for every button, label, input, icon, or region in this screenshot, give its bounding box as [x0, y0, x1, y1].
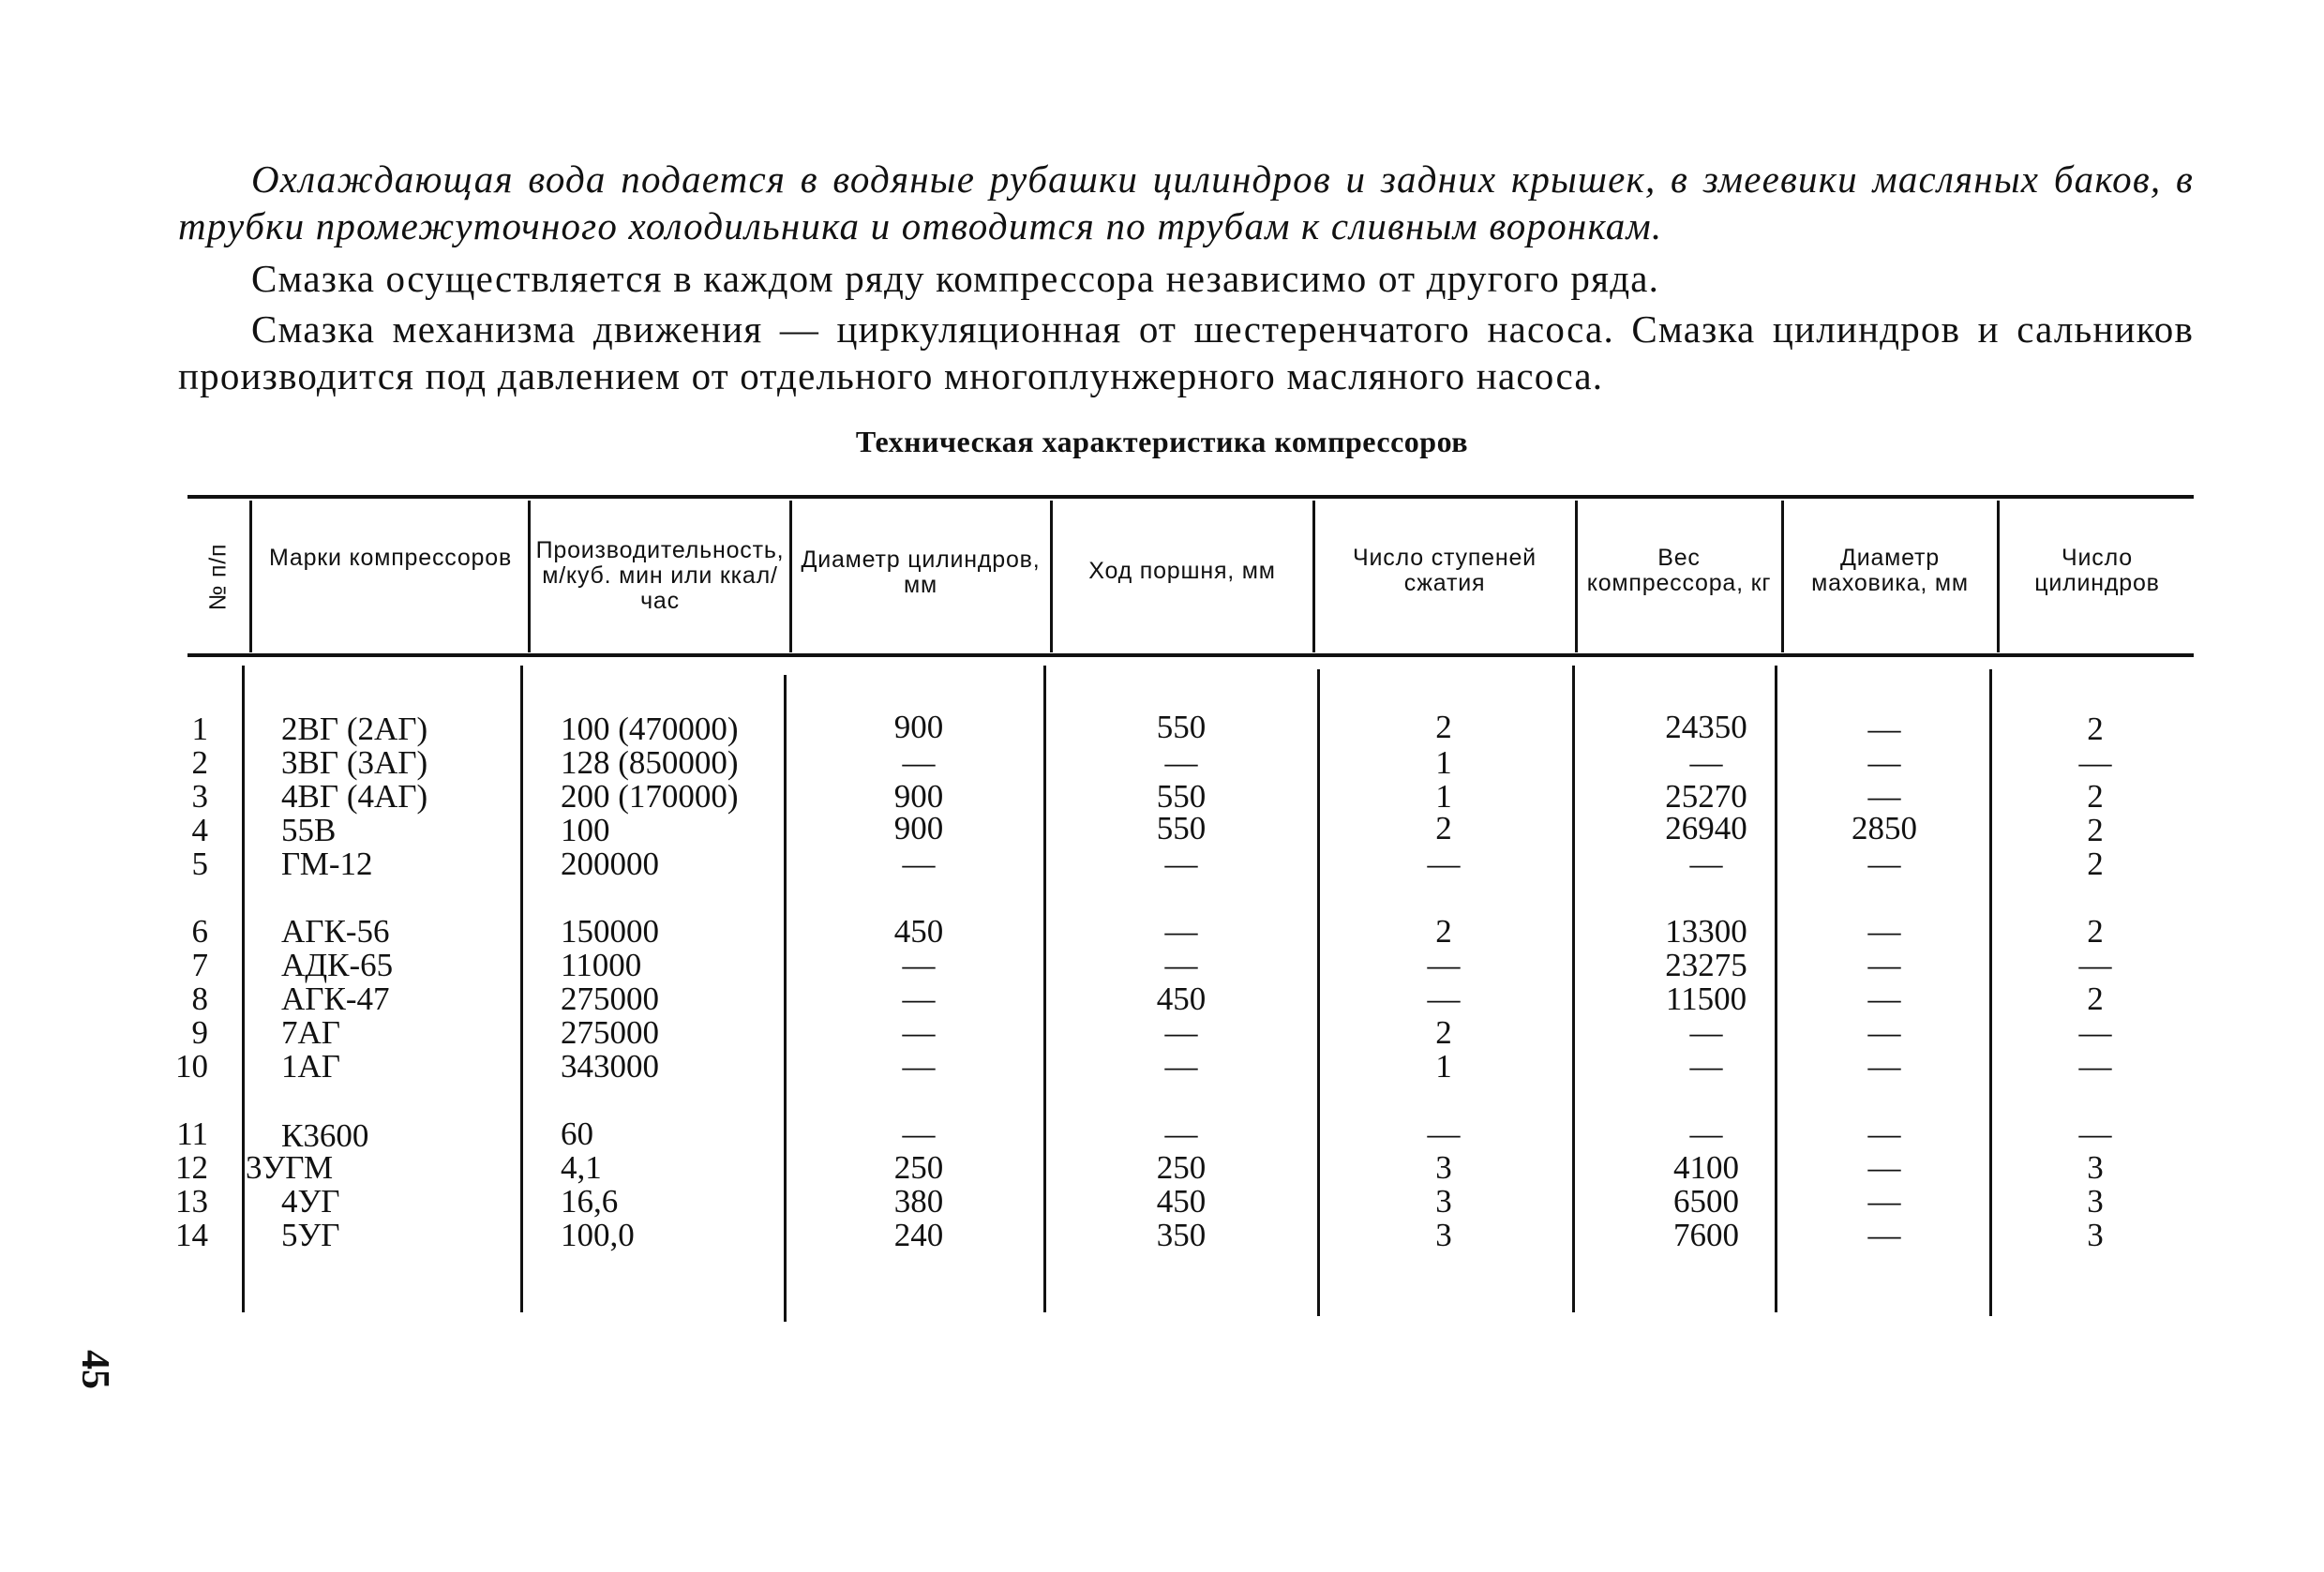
cell-stroke: 550 [1156, 778, 1207, 815]
cell-mark: 3ВГ (3АГ) [281, 744, 428, 781]
header-row-number: № п/п [204, 543, 232, 610]
cell-cylinders: — [2078, 744, 2112, 781]
cell-weight: 6500 [1673, 1183, 1739, 1220]
cell-cylinders: — [2078, 947, 2112, 983]
header-stroke: Ход поршня, мм [1088, 558, 1276, 584]
header-compression-stages: Число ступеней сжатия [1353, 545, 1537, 596]
cell-capacity: 200 (170000) [561, 778, 739, 815]
header-divider [1781, 501, 1784, 652]
cell-capacity: 343000 [561, 1048, 659, 1085]
page-number: 45 [73, 1350, 116, 1389]
header-cylinder-diameter: Диаметр цилиндров, мм [801, 546, 1041, 598]
cell-stages: 3 [1435, 1149, 1452, 1186]
cell-weight: 23275 [1665, 947, 1747, 983]
cell-stroke: — [1164, 846, 1198, 882]
body-divider [784, 675, 787, 1322]
cell-number: 7 [191, 947, 208, 983]
cell-stages: 2 [1435, 709, 1452, 745]
cell-flywheel: — [1867, 1048, 1901, 1085]
cell-flywheel: — [1867, 1014, 1901, 1051]
cell-stages: 2 [1435, 1014, 1452, 1051]
cell-cylinder-diameter: — [902, 744, 936, 781]
cell-number: 1 [191, 711, 208, 747]
cell-number: 12 [175, 1149, 208, 1186]
cell-weight: — [1689, 846, 1723, 882]
cell-weight: — [1689, 744, 1723, 781]
cell-flywheel: — [1867, 1217, 1901, 1253]
cell-number: 14 [175, 1217, 208, 1253]
cell-cylinders: 2 [2087, 778, 2104, 815]
cell-flywheel: — [1867, 744, 1901, 781]
cell-cylinders: — [2078, 1014, 2112, 1051]
cell-number: 10 [175, 1048, 208, 1085]
cell-cylinder-diameter: — [902, 947, 936, 983]
cell-cylinder-diameter: 450 [893, 913, 944, 950]
header-divider [789, 501, 792, 652]
cell-stroke: — [1164, 947, 1198, 983]
cell-flywheel: — [1867, 947, 1901, 983]
paragraph-lubrication-rows-text: Смазка осуществляется в каждом ряду компрессора независимо от другого ряда. [251, 257, 1660, 300]
cell-cylinders: 3 [2087, 1183, 2104, 1220]
cell-stages: 2 [1435, 810, 1452, 846]
cell-stages: — [1427, 947, 1461, 983]
cell-stages: — [1427, 981, 1461, 1017]
cell-mark: АГК-47 [281, 981, 390, 1017]
cell-stroke: 450 [1156, 981, 1207, 1017]
cell-stages: 1 [1435, 1048, 1452, 1085]
cell-capacity: 200000 [561, 846, 659, 882]
cell-cylinders: 3 [2087, 1149, 2104, 1186]
body-divider [1989, 669, 1992, 1316]
cell-weight: — [1689, 1048, 1723, 1085]
cell-mark: 7АГ [281, 1014, 341, 1051]
cell-weight: 4100 [1673, 1149, 1739, 1186]
cell-stages: 2 [1435, 913, 1452, 950]
cell-weight: 13300 [1665, 913, 1747, 950]
cell-flywheel: 2850 [1852, 810, 1917, 846]
cell-stroke: 250 [1156, 1149, 1207, 1186]
paragraph-lubrication-rows [178, 255, 2194, 302]
cell-stages: 3 [1435, 1217, 1452, 1253]
header-divider [1312, 501, 1315, 652]
cell-weight: 26940 [1665, 810, 1747, 846]
header-cylinder-count: Число цилиндров [2034, 545, 2160, 596]
cell-weight: — [1689, 1014, 1723, 1051]
cell-cylinder-diameter: 900 [893, 810, 944, 846]
table-top-rule [187, 495, 2194, 499]
cell-mark: К3600 [281, 1117, 369, 1154]
cell-capacity: 275000 [561, 1014, 659, 1051]
cell-stroke: — [1164, 1115, 1198, 1152]
table-header-rule [187, 653, 2194, 657]
header-marks: Марки компрессоров [268, 545, 513, 571]
cell-weight: — [1689, 1115, 1723, 1152]
cell-stages: 1 [1435, 778, 1452, 815]
cell-number: 5 [191, 846, 208, 882]
cell-number: 2 [191, 744, 208, 781]
cell-stroke: — [1164, 1048, 1198, 1085]
paragraph-cooling [178, 156, 2194, 249]
cell-flywheel: — [1867, 1149, 1901, 1186]
cell-stroke: — [1164, 1014, 1198, 1051]
cell-cylinders: 3 [2087, 1217, 2104, 1253]
cell-capacity: 4,1 [561, 1149, 602, 1186]
paragraph-lubrication-mechanism-text: Смазка механизма движения — циркуляционная от шестеренчатого насоса. Смазка цилиндров и сальников производится под давлением от отдельного многоплунжерного масляного насоса. [178, 307, 2194, 397]
cell-stroke: — [1164, 744, 1198, 781]
cell-mark: 1АГ [281, 1048, 341, 1085]
cell-cylinder-diameter: 380 [893, 1183, 944, 1220]
cell-cylinder-diameter: 900 [893, 709, 944, 745]
cell-capacity: 275000 [561, 981, 659, 1017]
cell-stages: — [1427, 846, 1461, 882]
cell-stroke: 350 [1156, 1217, 1207, 1253]
cell-mark: ГМ-12 [281, 846, 373, 882]
cell-cylinders: — [2078, 1048, 2112, 1085]
cell-mark: АДК-65 [281, 947, 394, 983]
cell-cylinder-diameter: — [902, 1014, 936, 1051]
cell-cylinder-diameter: — [902, 1048, 936, 1085]
cell-mark: 3УГМ [246, 1149, 334, 1186]
cell-number: 13 [175, 1183, 208, 1220]
cell-cylinder-diameter: — [902, 846, 936, 882]
header-flywheel-diameter: Диаметр маховика, мм [1811, 545, 1969, 596]
body-divider [520, 666, 523, 1312]
cell-cylinders: — [2078, 1115, 2112, 1152]
cell-mark: 2ВГ (2АГ) [281, 711, 428, 747]
cell-capacity: 128 (850000) [561, 744, 739, 781]
cell-weight: 7600 [1673, 1217, 1739, 1253]
cell-number: 8 [191, 981, 208, 1017]
cell-capacity: 150000 [561, 913, 659, 950]
cell-cylinders: 2 [2087, 812, 2104, 848]
paragraph-cooling-text: Охлаждающая вода подается в водяные рубашки цилиндров и задних крышек, в змеевики масляных баков, в трубки промежуточного холодильника и отводится по трубам к сливным воронкам. [178, 157, 2194, 247]
cell-cylinders: 2 [2087, 711, 2104, 747]
header-divider [249, 501, 252, 652]
cell-flywheel: — [1867, 1183, 1901, 1220]
cell-mark: 4УГ [281, 1183, 340, 1220]
cell-flywheel: — [1867, 1115, 1901, 1152]
cell-flywheel: — [1867, 981, 1901, 1017]
cell-capacity: 100 [561, 812, 610, 848]
cell-flywheel: — [1867, 778, 1901, 815]
cell-cylinders: 2 [2087, 981, 2104, 1017]
cell-cylinder-diameter: — [902, 1115, 936, 1152]
cell-stages: 3 [1435, 1183, 1452, 1220]
cell-number: 11 [176, 1115, 208, 1152]
cell-mark: АГК-56 [281, 913, 390, 950]
cell-flywheel: — [1867, 711, 1901, 747]
header-divider [1575, 501, 1578, 652]
cell-cylinder-diameter: 900 [893, 778, 944, 815]
cell-flywheel: — [1867, 846, 1901, 882]
body-divider [242, 666, 245, 1312]
cell-cylinder-diameter: — [902, 981, 936, 1017]
cell-cylinder-diameter: 250 [893, 1149, 944, 1186]
cell-flywheel: — [1867, 913, 1901, 950]
cell-weight: 11500 [1665, 981, 1747, 1017]
cell-mark: 5УГ [281, 1217, 340, 1253]
cell-capacity: 100 (470000) [561, 711, 739, 747]
cell-mark: 55В [281, 812, 337, 848]
cell-cylinders: 2 [2087, 913, 2104, 950]
cell-capacity: 100,0 [561, 1217, 635, 1253]
cell-number: 6 [191, 913, 208, 950]
cell-weight: 25270 [1665, 778, 1747, 815]
cell-number: 4 [191, 812, 208, 848]
header-weight: Вес компрессора, кг [1586, 545, 1772, 596]
cell-capacity: 60 [561, 1115, 593, 1152]
header-divider [1050, 501, 1053, 652]
paragraph-lubrication-mechanism [178, 306, 2194, 399]
cell-stroke: 550 [1156, 709, 1207, 745]
cell-capacity: 16,6 [561, 1183, 619, 1220]
cell-stroke: — [1164, 913, 1198, 950]
header-divider [528, 501, 531, 652]
cell-cylinders: 2 [2087, 846, 2104, 882]
header-divider [1997, 501, 2000, 652]
cell-stages: — [1427, 1115, 1461, 1152]
table-title: Техническая характеристика компрессоров [855, 425, 1469, 458]
cell-cylinder-diameter: 240 [893, 1217, 944, 1253]
cell-weight: 24350 [1665, 709, 1747, 745]
cell-mark: 4ВГ (4АГ) [281, 778, 428, 815]
cell-capacity: 11000 [561, 947, 642, 983]
cell-stroke: 550 [1156, 810, 1207, 846]
cell-stroke: 450 [1156, 1183, 1207, 1220]
cell-number: 3 [191, 778, 208, 815]
cell-stages: 1 [1435, 744, 1452, 781]
cell-number: 9 [191, 1014, 208, 1051]
header-capacity: Производительность, м/куб. мин или ккал/час [535, 537, 785, 614]
